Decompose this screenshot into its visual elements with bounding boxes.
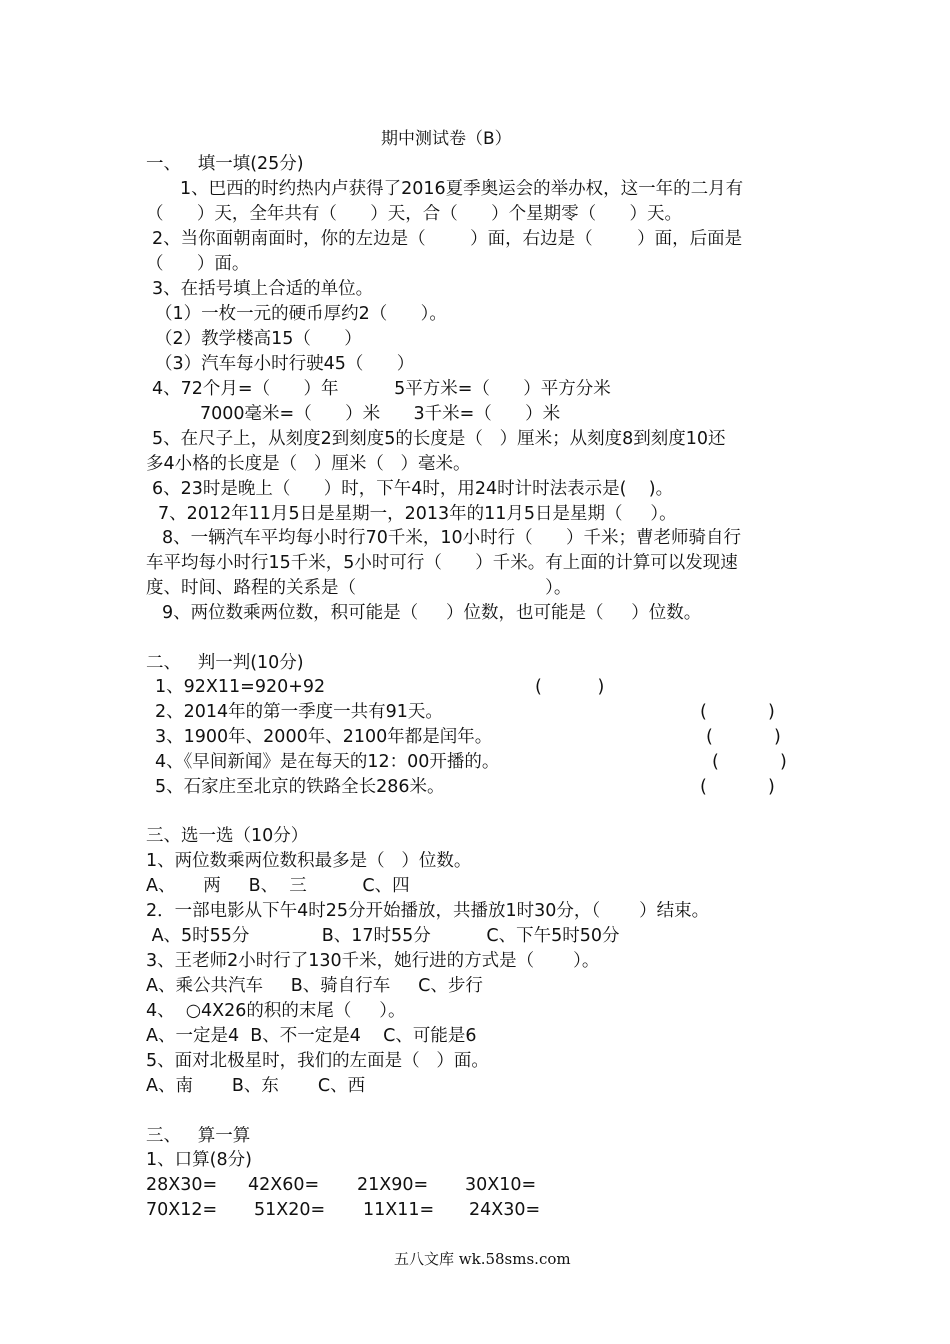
s1-line: 3、在括号填上合适的单位。 — [152, 279, 374, 299]
s3-line: 4、 ○4X26的积的末尾（ ）。 — [146, 1001, 406, 1021]
s1-line: 车平均每小时行15千米，5小时可行（ ）千米。有上面的计算可以发现速 — [146, 553, 738, 573]
judge-answer-paren: ( ) — [706, 727, 781, 747]
s3-line: 5、面对北极星时，我们的左面是（ ）面。 — [146, 1051, 489, 1071]
oral-calc-item: 70X12= — [146, 1200, 218, 1220]
oral-calc-item: 42X60= — [248, 1175, 320, 1195]
s3-line: 2．一部电影从下午4时25分开始播放，共播放1时30分，（ ）结束。 — [146, 901, 710, 921]
s1-line: 度、时间、路程的关系是（ ）。 — [146, 578, 572, 598]
section2-heading: 二、 判一判(10分) — [146, 653, 304, 673]
s1-line: 5、在尺子上，从刻度2到刻度5的长度是（ ）厘米；从刻度8到刻度10还 — [152, 429, 726, 449]
judge-item: 2、2014年的第一季度一共有91天。 — [155, 702, 443, 722]
s1-line: 4、72个月=（ ）年 5平方米=（ ）平方分米 — [152, 379, 611, 399]
judge-answer-paren: ( ) — [712, 752, 787, 772]
s1-line: 6、23时是晚上（ ）时，下午4时，用24时计时法表示是( )。 — [152, 479, 674, 499]
section4-subheading: 1、口算(8分) — [146, 1150, 252, 1170]
s3-line: A、乘公共汽车 B、骑自行车 C、步行 — [146, 976, 483, 996]
s3-line: 1、两位数乘两位数积最多是（ ）位数。 — [146, 851, 472, 871]
s3-line: A、一定是4 B、不一定是4 C、可能是6 — [146, 1026, 477, 1046]
s1-line: 多4小格的长度是（ ）厘米（ ）毫米。 — [146, 454, 471, 474]
judge-item: 1、92X11=920+92 — [155, 677, 326, 697]
oral-calc-item: 11X11= — [363, 1200, 435, 1220]
judge-item: 3、1900年、2000年、2100年都是闰年。 — [155, 727, 493, 747]
oral-calc-item: 24X30= — [469, 1200, 541, 1220]
section1-heading: 一、 填一填(25分) — [146, 154, 304, 174]
s1-line: 1、巴西的时约热内卢获得了2016夏季奥运会的举办权，这一年的二月有 — [180, 179, 744, 199]
judge-item: 5、石家庄至北京的铁路全长286米。 — [155, 777, 445, 797]
judge-answer-paren: ( ) — [535, 677, 605, 697]
s1-line: （2）教学楼高15（ ） — [155, 329, 362, 349]
s1-line: 7000毫米=（ ）米 3千米=（ ）米 — [200, 404, 561, 424]
s1-line: （ ）面。 — [146, 254, 250, 274]
s3-line: 3、王老师2小时行了130千米，她行进的方式是（ ）。 — [146, 951, 600, 971]
section4-heading: 三、 算一算 — [146, 1126, 251, 1146]
s1-line: 9、两位数乘两位数，积可能是（ ）位数，也可能是（ ）位数。 — [162, 603, 702, 623]
oral-calc-item: 28X30= — [146, 1175, 218, 1195]
s3-line: A、5时55分 B、17时55分 C、下午5时50分 — [146, 926, 620, 946]
s1-line: 7、2012年11月5日是星期一，2013年的11月5日是星期（ ）。 — [158, 504, 677, 524]
s3-line: A、南 B、东 C、西 — [146, 1076, 366, 1096]
judge-item: 4、《早间新闻》是在每天的12：00开播的。 — [155, 752, 500, 772]
s1-line: （ ）天，全年共有（ ）天，合（ ）个星期零（ ）天。 — [146, 204, 683, 224]
s1-line: 8、一辆汽车平均每小时行70千米，10小时行（ ）千米；曹老师骑自行 — [162, 528, 742, 548]
section3-heading: 三、选一选（10分） — [146, 826, 309, 846]
s1-line: 2、当你面朝南面时，你的左边是（ ）面，右边是（ ）面，后面是 — [152, 229, 743, 249]
s1-line: （3）汽车每小时行驶45（ ） — [155, 354, 415, 374]
oral-calc-item: 51X20= — [254, 1200, 326, 1220]
judge-answer-paren: ( ) — [700, 777, 775, 797]
page-title: 期中测试卷（B） — [381, 129, 512, 149]
oral-calc-item: 21X90= — [357, 1175, 429, 1195]
oral-calc-item: 30X10= — [465, 1175, 537, 1195]
s3-line: A、 两 B、 三 C、四 — [146, 876, 410, 896]
s1-line: （1）一枚一元的硬币厚约2（ ）。 — [155, 304, 447, 324]
page-footer: 五八文库 wk.58sms.com — [394, 1250, 571, 1268]
judge-answer-paren: ( ) — [700, 702, 775, 722]
